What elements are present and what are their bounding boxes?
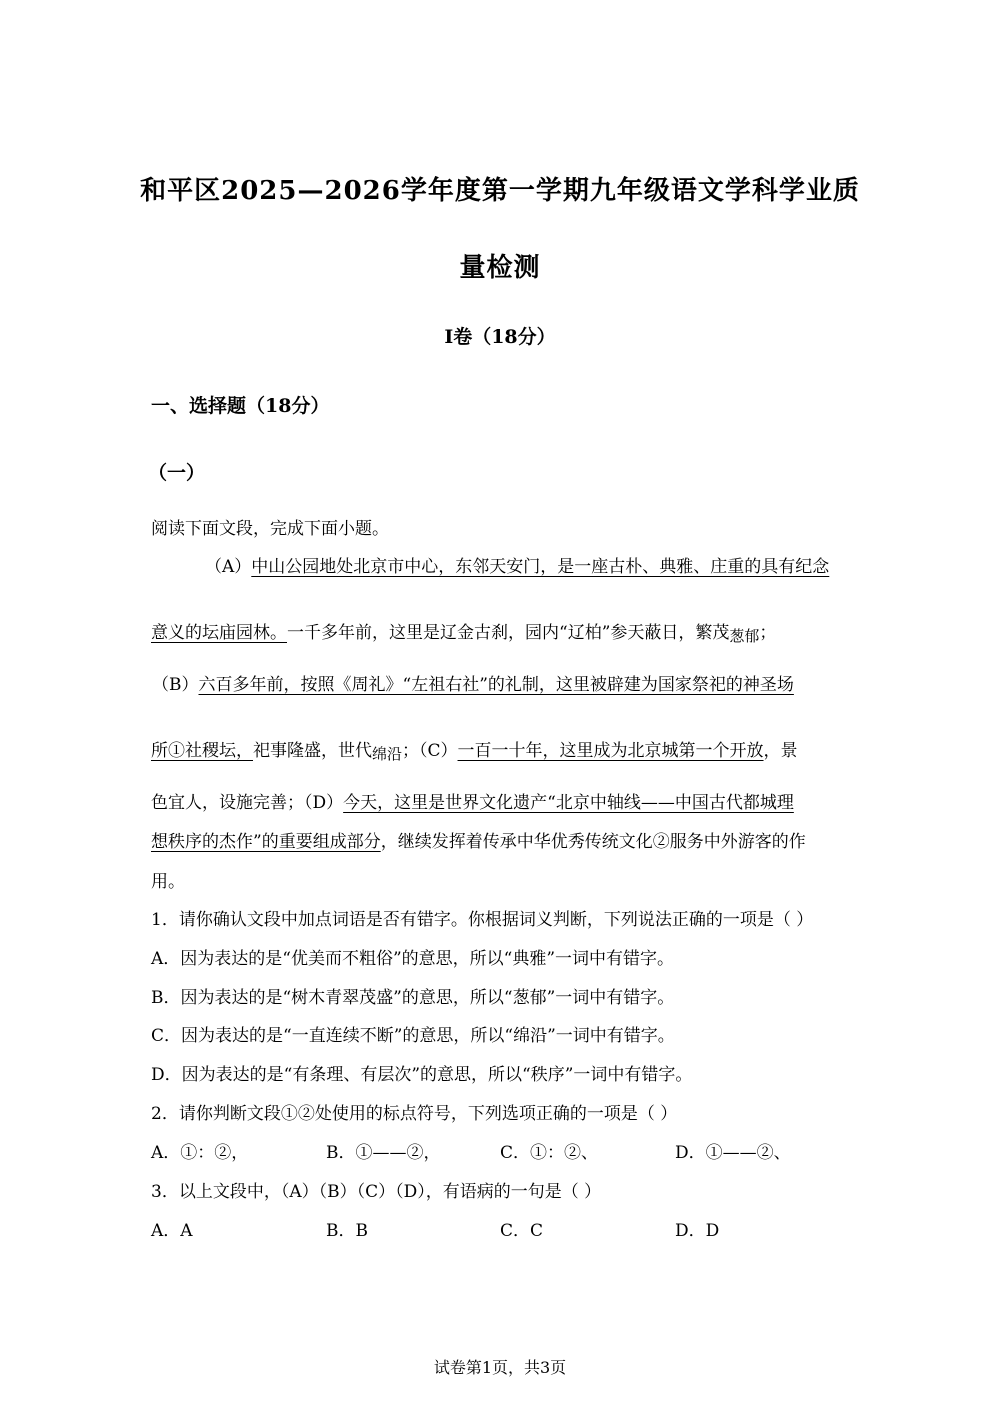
- q2-option-c[interactable]: C．①：②、: [500, 1143, 599, 1163]
- passage-line-3: [152, 670, 794, 695]
- label-b: （B）: [152, 675, 199, 695]
- q2-option-d[interactable]: D．①——②、: [675, 1143, 791, 1163]
- label-c: ；（C）: [402, 741, 458, 761]
- text: ；: [759, 623, 777, 643]
- q3-option-c[interactable]: C．C: [500, 1221, 544, 1241]
- sentence-d-part2: 想秩序的杰作”的重要组成部分: [151, 832, 381, 852]
- dotted-word-congyu: 葱郁: [729, 627, 760, 645]
- text: 祀事隆盛，世代: [253, 741, 372, 761]
- page-title-line2: 量检测: [459, 253, 541, 283]
- part1-title: 一、选择题（18分）: [151, 395, 330, 417]
- q1-stem: 1．请你确认文段中加点词语是否有错字。你根据词义判断，下列说法正确的一项是（ ）: [151, 910, 814, 930]
- sentence-b-part1: 六百多年前，按照《周礼》“左祖右社”的礼制，这里被辟建为国家祭祀的神圣场: [198, 675, 794, 695]
- q2-option-a[interactable]: A．①：②，: [151, 1143, 249, 1163]
- passage-line-1: [205, 552, 829, 577]
- q3-option-a[interactable]: A．A: [151, 1221, 193, 1241]
- q1-option-d[interactable]: D．因为表达的是“有条理、有层次”的意思，所以“秩序”一词中有错字。: [151, 1065, 693, 1085]
- q2-option-b[interactable]: B．①——②，: [326, 1143, 441, 1163]
- text: ，继续发挥着传承中华优秀传统文化②服务中外游客的作: [380, 832, 806, 852]
- sentence-c: 一百一十年，这里成为北京城第一个开放: [457, 741, 764, 761]
- sentence-b-part2: 所①社稷坛，: [151, 741, 253, 761]
- q3-option-d[interactable]: D．D: [675, 1221, 720, 1241]
- instruction: 阅读下面文段，完成下面小题。: [151, 519, 389, 539]
- text: 色宜人，设施完善；（D）: [151, 793, 344, 813]
- text: ，景: [763, 741, 798, 761]
- group1-title: （一）: [148, 462, 206, 484]
- passage-line-6: [151, 827, 806, 852]
- sentence-d-part1: 今天，这里是世界文化遗产“北京中轴线——中国古代都城理: [343, 793, 794, 813]
- dotted-word-mianyan: 绵沿: [372, 745, 403, 763]
- q2-stem: 2．请你判断文段①②处使用的标点符号，下列选项正确的一项是（ ）: [151, 1104, 678, 1124]
- q3-option-b[interactable]: B．B: [326, 1221, 368, 1241]
- passage-line-7: 用。: [151, 872, 185, 892]
- q1-option-a[interactable]: A．因为表达的是“优美而不粗俗”的意思，所以“典雅”一词中有错字。: [151, 949, 675, 969]
- passage-line-4: [151, 736, 798, 764]
- q1-option-c[interactable]: C．因为表达的是“一直连续不断”的意思，所以“绵沿”一词中有错字。: [151, 1026, 675, 1046]
- label-a: （A）: [205, 557, 252, 577]
- page-title-line1: 和平区2025—2026学年度第一学期九年级语文学科学业质: [140, 176, 860, 206]
- text: 一千多年前，这里是辽金古刹，园内“辽柏”参天蔽日，繁茂: [287, 623, 730, 643]
- page-footer: 试卷第1页，共3页: [433, 1358, 567, 1377]
- q3-stem: 3．以上文段中，（A）（B）（C）（D），有语病的一句是（ ）: [151, 1182, 602, 1202]
- passage-line-5: [151, 788, 794, 813]
- sentence-a-part2: 意义的坛庙园林。: [151, 623, 287, 643]
- sentence-a-part1: 中山公园地处北京市中心，东邻天安门，是一座古朴、典雅、庄重的具有纪念: [251, 557, 830, 577]
- passage-line-2: [151, 618, 776, 646]
- q1-option-b[interactable]: B．因为表达的是“树木青翠茂盛”的意思，所以“葱郁”一词中有错字。: [151, 988, 675, 1008]
- section-title: I卷（18分）: [444, 326, 556, 348]
